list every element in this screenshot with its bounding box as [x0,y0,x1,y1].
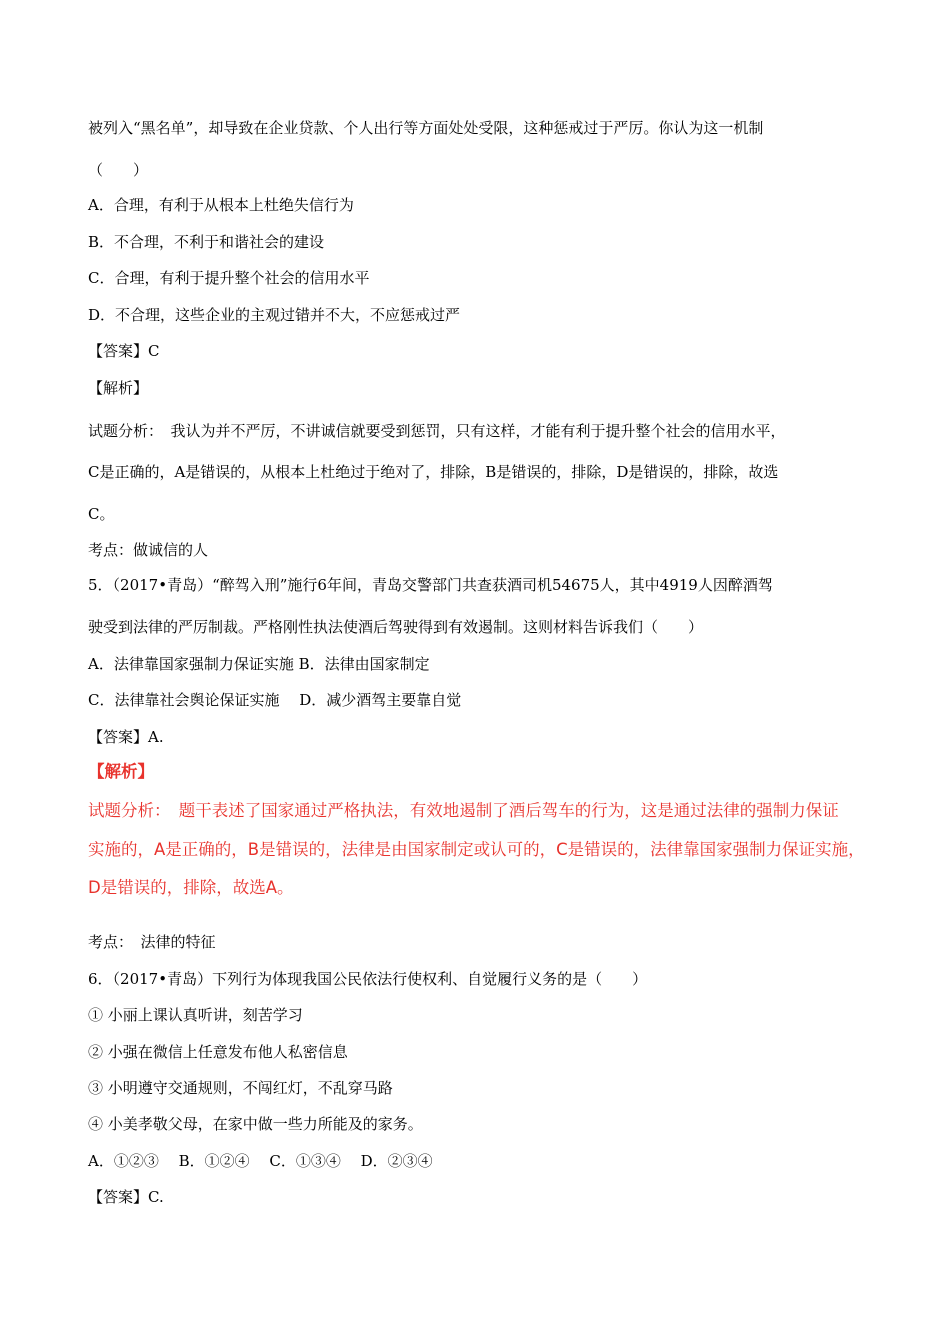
analysis-heading: 【解析】 [88,379,149,397]
options-row: A．①②③ B．①②④ C．①③④ D．②③④ [88,1152,433,1170]
analysis-line: C是正确的，A是错误的，从根本上杜绝过于绝对了，排除，B是错误的，排除，D是错误的，排除，故选 [88,463,779,481]
analysis-line: 试题分析： 我认为并不严厉，不讲诚信就要受到惩罚，只有这样，才能有利于提升整个社会的信用水平， [88,422,786,440]
analysis-line: 实施的，A是正确的，B是错误的，法律是由国家制定或认可的，C是错误的，法律靠国家强制力保证实施， [88,840,865,859]
statement-item: ② 小强在微信上任意发布他人私密信息 [88,1043,348,1061]
statement-item: ① 小丽上课认真听讲，刻苦学习 [88,1006,303,1024]
answer-paren: （ ） [88,161,149,179]
answer: 【答案】C [88,342,160,360]
kaodian: 考点： 法律的特征 [88,933,216,951]
answer: 【答案】A. [88,728,164,746]
option-c: C．合理，有利于提升整个社会的信用水平 [88,269,370,287]
analysis-line: C。 [88,505,115,523]
kaodian: 考点：做诚信的人 [88,541,209,559]
option-b: B．不合理，不利于和谐社会的建设 [88,233,325,251]
analysis-heading: 【解析】 [88,762,154,781]
question-stem: 被列入“黑名单”，却导致在企业贷款、个人出行等方面处处受限，这种惩戒过于严厉。你认为这一机制 [88,119,764,137]
option-a: A．合理，有利于从根本上杜绝失信行为 [88,196,354,214]
analysis-line: D是错误的，排除，故选A。 [88,878,294,897]
answer: 【答案】C. [88,1188,164,1206]
options-row: A．法律靠国家强制力保证实施 B．法律由国家制定 [88,655,430,673]
options-row: C．法律靠社会舆论保证实施 D．减少酒驾主要靠自觉 [88,691,462,709]
statement-item: ④ 小美孝敬父母，在家中做一些力所能及的家务。 [88,1115,423,1133]
statement-item: ③ 小明遵守交通规则，不闯红灯，不乱穿马路 [88,1079,393,1097]
analysis-line: 试题分析： 题干表述了国家通过严格执法，有效地遏制了酒后驾车的行为，这是通过法律的强制力保证 [88,801,839,820]
question-stem: 5．（2017•青岛）“醉驾入刑”施行6年间，青岛交警部门共查获酒司机54675人，其中4919人因醉酒驾 [88,576,773,594]
option-d: D．不合理，这些企业的主观过错并不大，不应惩戒过严 [88,306,461,324]
question-stem: 驶受到法律的严厉制裁。严格刚性执法使酒后驾驶得到有效遏制。这则材料告诉我们（ ） [88,618,704,636]
question-stem: 6．（2017•青岛）下列行为体现我国公民依法行使权利、自觉履行义务的是（ ） [88,970,648,988]
